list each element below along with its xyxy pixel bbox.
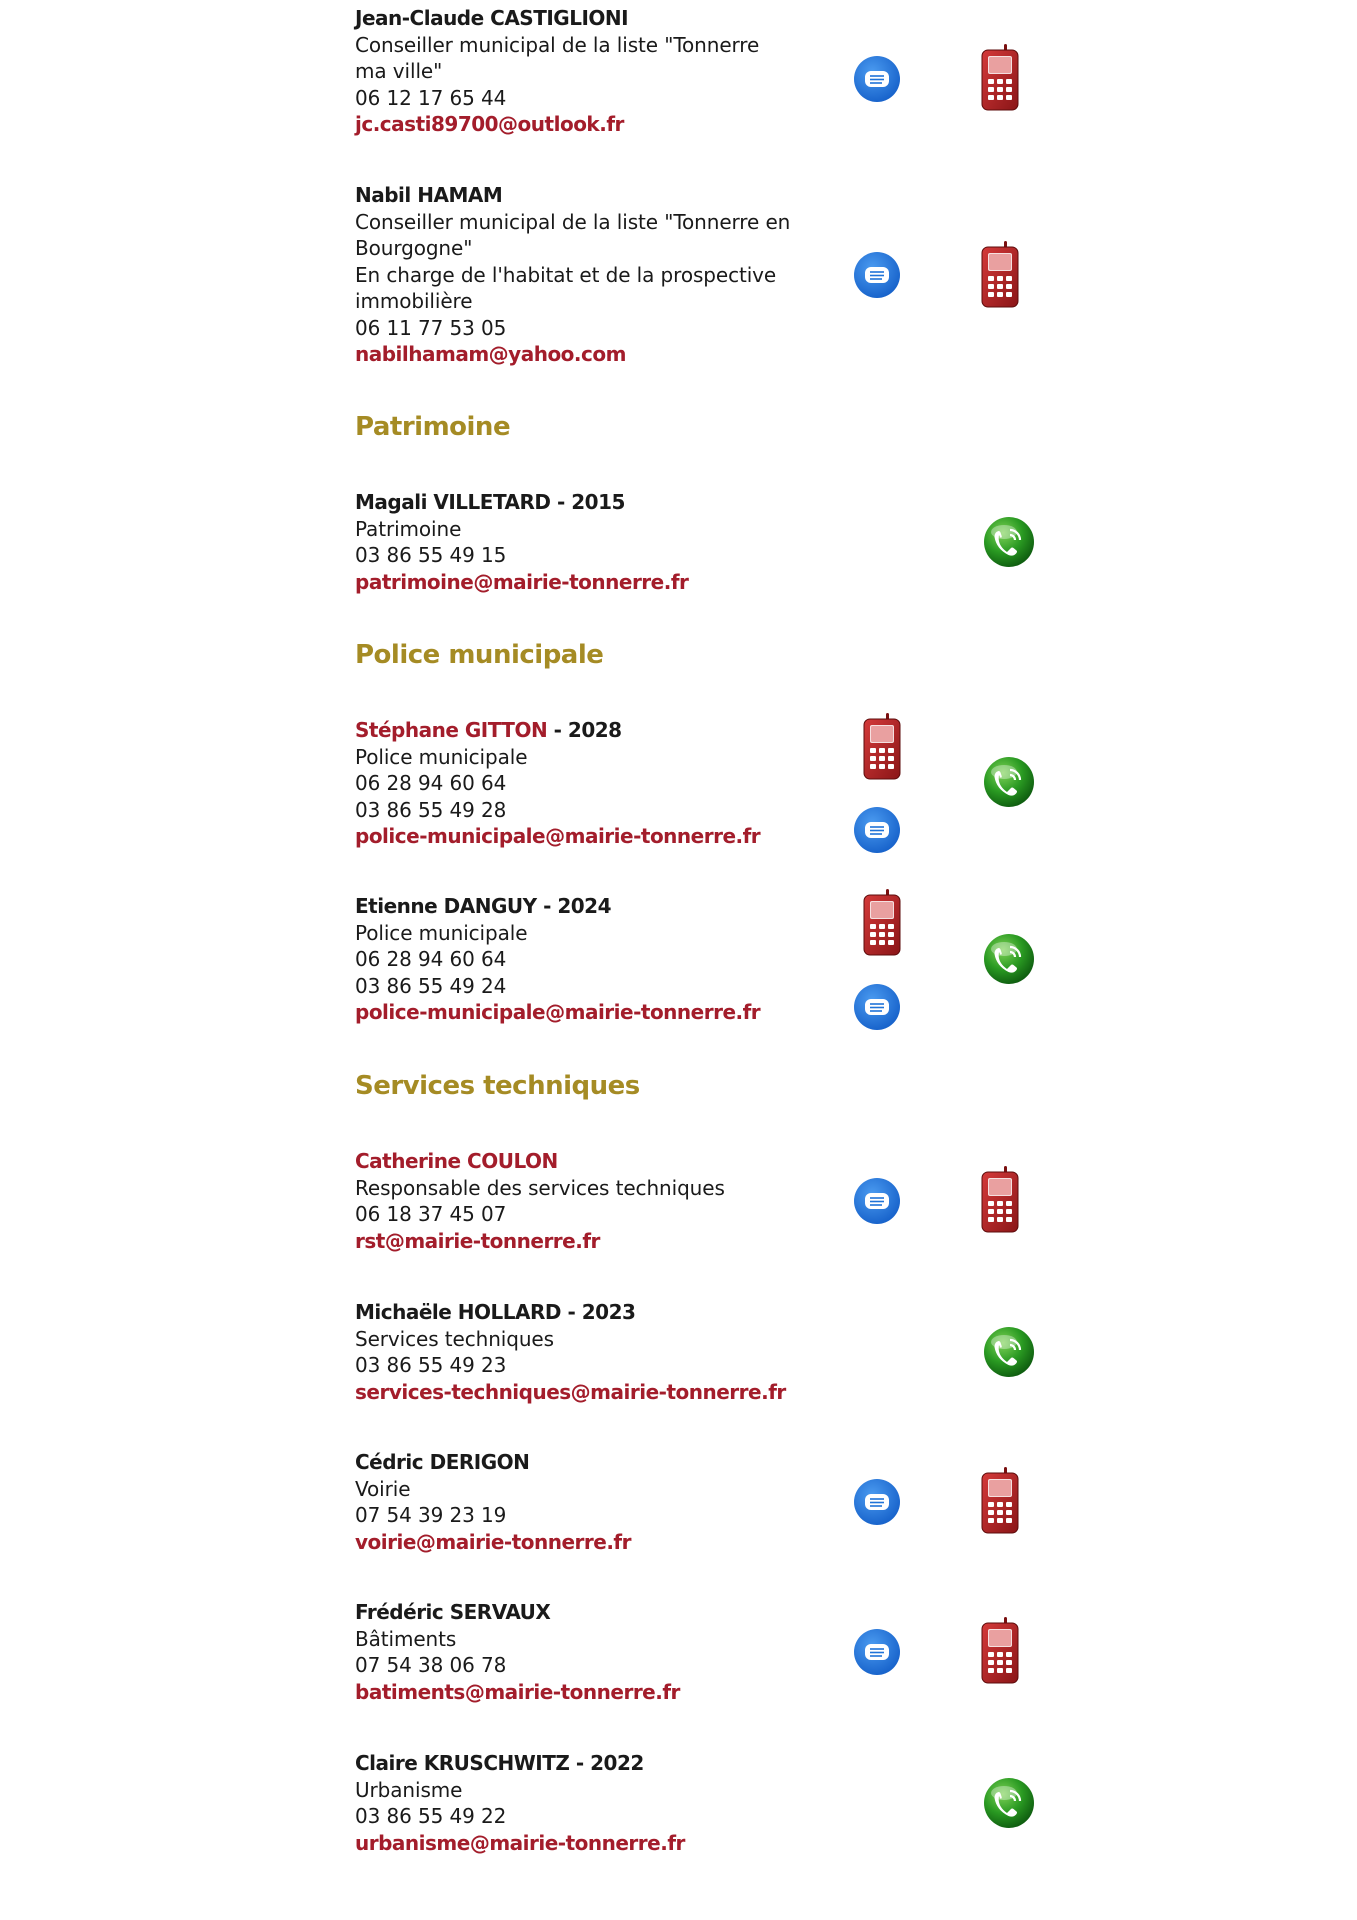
contact-name [355, 489, 795, 516]
landline-phone-icon[interactable] [982, 1325, 1036, 1379]
contact-phone-secondary: 03 86 55 49 28 [355, 797, 507, 822]
contact-name: Nabil HAMAM [355, 183, 503, 207]
contact-name: Cédric DERIGON [355, 1450, 530, 1474]
mobile-phone-icon[interactable] [978, 1616, 1022, 1686]
contact-entry [355, 182, 1055, 368]
contact-role: Conseiller municipal de la liste "Tonnerre ma ville" [355, 32, 760, 83]
contact-email-link[interactable]: rst@mairie-tonnerre.fr [355, 1228, 600, 1253]
contact-role: Police municipale [355, 744, 528, 769]
contact-name-text: Magali VILLETARD [355, 490, 551, 514]
mobile-phone-icon[interactable] [978, 1466, 1022, 1536]
contact-entry [355, 1449, 1055, 1555]
section-heading-police: Police municipale [355, 640, 604, 670]
contact-extension: - 2024 [536, 894, 611, 918]
contact-email-link[interactable]: police-municipale@mairie-tonnerre.fr [355, 824, 761, 848]
contact-entry [355, 893, 1055, 1026]
contact-email-link[interactable]: urbanisme@mairie-tonnerre.fr [355, 1830, 685, 1855]
contact-name-text: Michaële HOLLARD [355, 1300, 562, 1324]
contact-extension: - 2022 [569, 1751, 644, 1775]
contact-name-text: Claire KRUSCHWITZ [355, 1751, 570, 1775]
sms-icon[interactable] [852, 54, 902, 104]
contact-name-text: Etienne DANGUY [355, 894, 537, 918]
contact-extension: - 2028 [547, 718, 622, 742]
contact-phone: 07 54 39 23 19 [355, 1503, 507, 1527]
sms-icon[interactable] [852, 1176, 902, 1226]
contact-name [355, 1148, 795, 1175]
contact-name [355, 1299, 795, 1326]
contact-role: Conseiller municipal de la liste "Tonnerre en Bourgogne" [355, 209, 791, 260]
contact-role: Patrimoine [355, 516, 462, 541]
contact-role: Responsable des services techniques [355, 1175, 725, 1200]
contact-role: Voirie [355, 1476, 411, 1501]
contact-phone: 03 86 55 49 23 [355, 1353, 507, 1377]
contact-phone: 03 86 55 49 15 [355, 543, 507, 567]
contact-name [355, 1750, 795, 1777]
contact-email-link[interactable]: services-techniques@mairie-tonnerre.fr [355, 1379, 786, 1404]
sms-icon[interactable] [852, 1627, 902, 1677]
contact-email-link[interactable]: jc.casti89700@outlook.fr [355, 112, 624, 136]
contact-role: Bâtiments [355, 1626, 457, 1651]
contact-phone-secondary: 03 86 55 49 24 [355, 973, 507, 998]
landline-phone-icon[interactable] [982, 932, 1036, 986]
contact-name [355, 717, 795, 744]
mobile-phone-icon[interactable] [978, 43, 1022, 113]
section-heading-patrimoine: Patrimoine [355, 412, 511, 442]
section-heading-services: Services techniques [355, 1071, 640, 1101]
contact-email-link[interactable]: batiments@mairie-tonnerre.fr [355, 1679, 680, 1704]
contact-phone: 06 11 77 53 05 [355, 315, 507, 340]
contact-entry [355, 1599, 1055, 1705]
sms-icon[interactable] [852, 1477, 902, 1527]
contact-phone: 06 28 94 60 64 [355, 947, 507, 971]
contact-phone: 07 54 38 06 78 [355, 1653, 507, 1677]
contact-email-link[interactable]: voirie@mairie-tonnerre.fr [355, 1529, 631, 1554]
contact-entry [355, 717, 1055, 850]
contact-email-link[interactable]: patrimoine@mairie-tonnerre.fr [355, 569, 689, 594]
contact-name: Frédéric SERVAUX [355, 1600, 551, 1624]
contact-role: Police municipale [355, 920, 528, 945]
contact-phone: 06 12 17 65 44 [355, 85, 507, 110]
contact-extension: - 2015 [550, 490, 625, 514]
sms-icon[interactable] [852, 982, 902, 1032]
sms-icon[interactable] [852, 805, 902, 855]
contact-entry [355, 5, 1055, 138]
landline-phone-icon[interactable] [982, 515, 1036, 569]
contact-phone: 03 86 55 49 22 [355, 1804, 507, 1828]
contact-role-detail: En charge de l'habitat et de la prospective immobilière [355, 262, 777, 313]
mobile-phone-icon[interactable] [978, 1165, 1022, 1235]
contact-entry [355, 489, 1055, 595]
mobile-phone-icon[interactable] [978, 240, 1022, 310]
mobile-phone-icon[interactable] [860, 712, 904, 782]
contact-name-link[interactable]: Catherine COULON [355, 1149, 558, 1173]
contact-role: Urbanisme [355, 1777, 463, 1802]
contact-name [355, 893, 795, 920]
sms-icon[interactable] [852, 250, 902, 300]
contact-phone: 06 18 37 45 07 [355, 1202, 507, 1226]
contact-name: Jean-Claude CASTIGLIONI [355, 6, 629, 30]
contact-phone: 06 28 94 60 64 [355, 771, 507, 795]
contact-entry [355, 1750, 1055, 1856]
contact-email-link[interactable]: police-municipale@mairie-tonnerre.fr [355, 1000, 761, 1024]
contact-entry [355, 1148, 1055, 1254]
contact-role: Services techniques [355, 1326, 554, 1351]
landline-phone-icon[interactable] [982, 755, 1036, 809]
landline-phone-icon[interactable] [982, 1776, 1036, 1830]
contact-email-link[interactable]: nabilhamam@yahoo.com [355, 342, 626, 366]
contact-entry [355, 1299, 1055, 1405]
mobile-phone-icon[interactable] [860, 888, 904, 958]
contact-extension: - 2023 [561, 1300, 636, 1324]
contact-name-link[interactable]: Stéphane GITTON [355, 718, 548, 742]
